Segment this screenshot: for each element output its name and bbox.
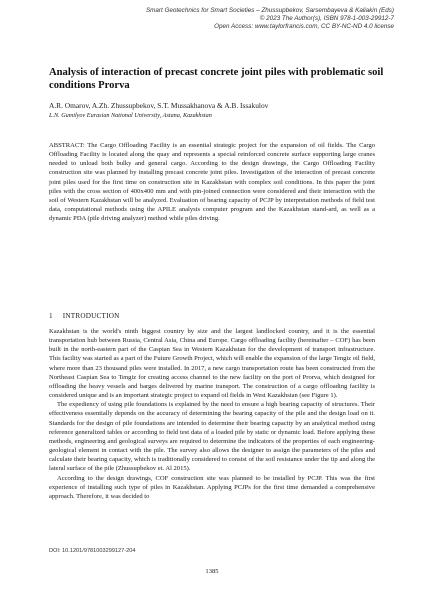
page-number: 1385 xyxy=(205,568,219,575)
section-body xyxy=(49,327,375,501)
section-title: INTRODUCTION xyxy=(62,312,120,320)
abstract-label: ABSTRACT: xyxy=(49,142,85,149)
paragraph: The expediency of using pile foundations is explained by the need to ensure a high bearing capacity of structures. Their effectiveness essentially depends on the accuracy of determining the bearing capacity of the pile and the design load on it. Standards for the design of pile foundations are intended to determine their bearing capacity by an analytical method using reference generalized tables or according to field test data of a loaded pile by static or dynamic load. Before applying these methods, engineering and geological surveys are required to determine the indicators of the properties of each engineering-geological element in contact with the pile. The survey also allows the designer to assign the parameters of the piles and calculate their bearing capacity, which is traditionally considered to consist of the soil resistance under the tip and along the lateral surface of the pile (Zhussupbekov et. Al 2015). xyxy=(49,401,375,473)
header-line-3: Open Access: www.taylorfrancis.com, CC BY-NC-ND 4.0 license xyxy=(214,23,394,31)
paragraph: Kazakhstan is the world's ninth biggest country by size and the largest landlocked country, and it is the essential transportation hub between Russia, Central Asia, China and Europe. Cargo offloading facility (hereinafter – COF) has been built in the north-eastern part of the Caspian Sea in Western Kazakhstan for the development of transport infrastructure. This facility was started as a part of the Future Growth Project, which will enable the expansion of the large Tengiz oil field, where more than 23 thousand piles were installed. In 2017, a new cargo transportation route has been constructed from the Northeast Caspian Sea to Tengiz for creating access channel to the new facility on the port of Prorva, which designed for offloading the heavy vessels and barges delivered by marine transport. The construction of a cargo offloading facility is considered unique and is an important strategic project to expand oil fields in West Kazakhstan (see Figure 1). xyxy=(49,328,375,400)
affiliation: L.N. Gumilyov Eurasian National University, Astana, Kazakhstan xyxy=(49,112,212,119)
author-list: A.R. Omarov, A.Zh. Zhussupbekov, S.T. Mussakhanova & A.B. Issakulov xyxy=(49,101,269,110)
doi-link[interactable]: DOI: 10.1201/9781003299127-204 xyxy=(49,548,136,554)
header-line-1: Smart Geotechnics for Smart Societies – Zhussupbekov, Sarsembayeva & Kaliakin (Eds) xyxy=(145,7,394,14)
abstract-text: The Cargo Offloading Facility is an essential strategic project for the expansion of oil fields. The Cargo Offloading Facility is located along the quay and represents a special reinforced concrete surface supporting large cranes needed to unload both bulky and general cargo. According to the design drawings, the Cargo Offloading Facility construction site was planned by installing precast concrete joint piles. Investigation of the interaction of precast concrete joint piles used for the first time on construction site in Kazakhstan with complex soil conditions. In this paper the joint piles with the cross section of 400x400 mm and with pin-joined connection were considered and their interaction with the soil of Western Kazakhstan will be analyzed. Evaluation of bearing capacity of PCJP by interpretation methods of field test data, computational methods using the APILE analysis computer program and the Kazakhstan stand-ard, as well as a dynamic PDA (pile driving analyzer) method while piles driving. xyxy=(49,142,375,223)
section-heading xyxy=(49,312,120,320)
header-line-2: © 2023 The Author(s), ISBN 978-1-003-29912-7 xyxy=(259,15,394,23)
running-header xyxy=(146,7,394,32)
section-number: 1 xyxy=(49,312,53,320)
paper-title: Analysis of interaction of precast concrete joint piles with problematic soil conditions Prorva xyxy=(49,67,384,91)
abstract xyxy=(49,141,375,223)
paragraph: According to the design drawings, COF construction site was planned to be installed by PCJP. This was the first experience of installing such type of piles in Kazakhstan. Applying PCJPs for the first time demanded a comprehensive approach. Therefore, it was decided to xyxy=(49,474,375,500)
